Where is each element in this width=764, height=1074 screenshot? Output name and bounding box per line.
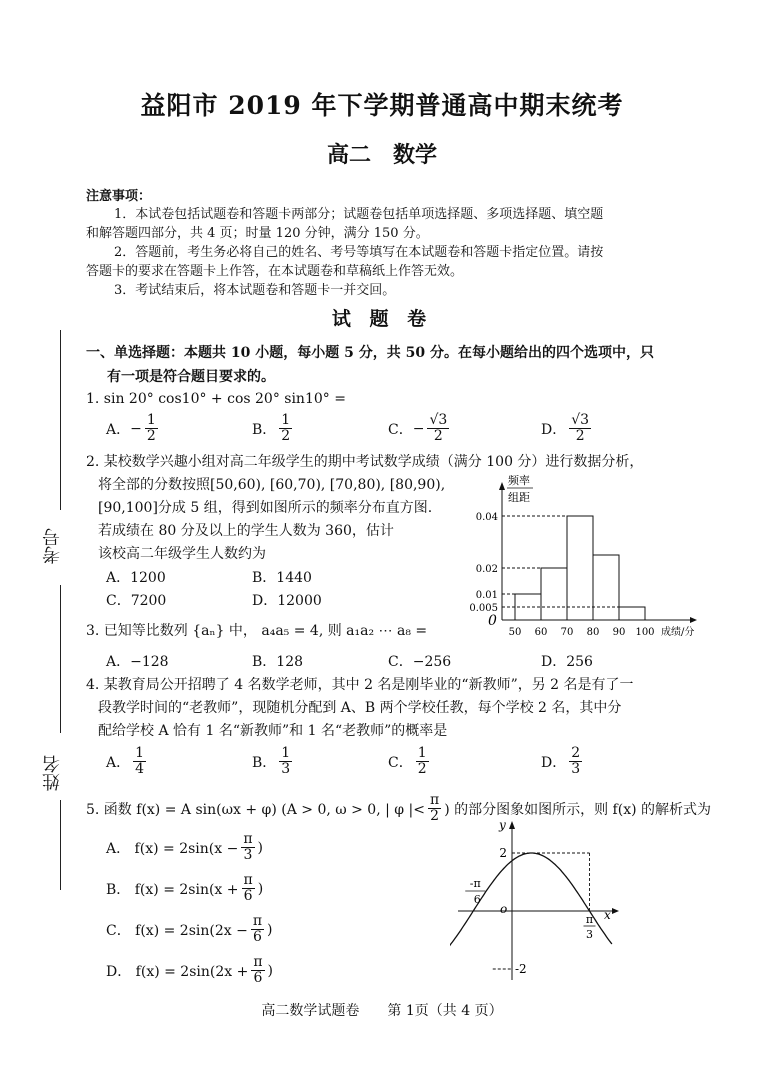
notice-item-2b: 答题卡的要求在答题卡上作答，在本试题卷和草稿纸上作答无效。	[86, 264, 464, 279]
y-tick-label: 0.01	[475, 590, 498, 601]
x-tick-label: 70	[560, 627, 574, 638]
fraction	[416, 746, 429, 777]
question-1-option-d	[541, 413, 594, 444]
question-2-line-3: [90,100]分成 5 组，得到如图所示的频率分布直方图.	[98, 500, 433, 516]
fraction	[569, 413, 591, 444]
question-2-line-2: 将全部的分数按照[50,60), [60,70), [70,80), [80,90),	[98, 477, 446, 493]
numerator: 1	[281, 412, 291, 428]
denominator: 4	[135, 761, 145, 777]
numerator: 2	[571, 745, 581, 761]
x-tick-label: 80	[586, 627, 600, 638]
x-tick-label: 60	[534, 627, 548, 638]
option-letter: C．	[388, 754, 413, 771]
option-letter: D．	[541, 754, 567, 771]
denominator: 6	[253, 970, 263, 986]
question-1-option-c	[388, 413, 452, 444]
denominator: 2	[575, 428, 585, 444]
y-axis-label: y	[499, 818, 506, 832]
question-5-option-d	[106, 955, 273, 986]
x-axis-label: x	[604, 908, 611, 922]
denominator: 2	[430, 808, 440, 824]
option-letter: B．	[252, 754, 277, 771]
option-letter: D．	[541, 421, 567, 438]
denominator: 2	[433, 428, 443, 444]
question-4-option-b	[252, 746, 295, 777]
stem-part-2: ) 的部分图象如图所示，则 f(x) 的解析式为	[444, 801, 711, 818]
option-text: B． f(x) = 2sin(x +	[106, 881, 239, 898]
x-tick-label: 90	[612, 627, 626, 638]
denominator: 2	[417, 761, 427, 777]
numerator: 1	[281, 745, 291, 761]
binding-line-bottom	[60, 800, 61, 890]
y-tick-label: 0.04	[475, 512, 498, 523]
option-text-end: )	[267, 962, 274, 979]
numerator: π	[243, 872, 253, 888]
question-4-option-a	[106, 746, 149, 777]
numerator: π	[243, 831, 253, 847]
denominator: 3	[281, 761, 291, 777]
numerator: 1	[135, 745, 145, 761]
question-2-option-a: A．1200	[106, 570, 166, 586]
fraction	[145, 413, 158, 444]
fraction	[133, 746, 146, 777]
min-value-label: -2	[515, 962, 527, 976]
denominator: 3	[571, 761, 581, 777]
histogram-bar	[619, 607, 645, 620]
numerator: π	[252, 913, 263, 929]
question-2-option-b: B．1440	[252, 570, 312, 586]
question-2-line-4: 若成绩在 80 分及以上的学生人数为 360，估计	[98, 523, 394, 539]
sine-graph	[450, 815, 625, 985]
question-4-line-2: 段教学时间的“老教师”，现随机分配到 A、B 两个学校任教，每个学校 2 名，其中分	[98, 700, 622, 716]
x-tick-label: 50	[508, 627, 522, 638]
option-text-end: )	[257, 880, 264, 897]
fraction	[279, 413, 292, 444]
question-5-option-a	[106, 832, 263, 863]
question-1-option-a	[106, 413, 161, 444]
fraction	[427, 413, 449, 444]
binding-line-top	[60, 330, 61, 510]
page-subtitle: 高二 数学	[326, 142, 437, 168]
question-4-option-d	[541, 746, 585, 777]
frequency-histogram	[450, 470, 720, 645]
sign: −	[130, 420, 142, 437]
question-2-option-c: C．7200	[106, 593, 167, 609]
y-axis-arrow	[499, 482, 505, 490]
numerator: 1	[417, 745, 427, 761]
question-1-option-b	[252, 413, 295, 444]
denominator: 2	[146, 428, 156, 444]
binding-line-mid	[60, 585, 61, 733]
notice-item-3: 3．考试结束后，将本试题卷和答题卡一并交回。	[114, 283, 396, 298]
option-text-end: )	[257, 839, 263, 856]
histogram-bar	[593, 555, 619, 620]
left-zero-label-numerator: -π	[469, 877, 481, 890]
name-label: 姓名	[42, 755, 63, 791]
exam-number-label: 考号	[42, 528, 63, 564]
notice-item-2a: 2．答题前，考生务必将自己的姓名、考号等填写在本试题卷和答题卡指定位置。请按	[114, 245, 604, 260]
notice-item-1a: 1．本试卷包括试题卷和答题卡两部分；试题卷包括单项选择题、多项选择题、填空题	[114, 207, 604, 222]
option-text: C． f(x) = 2sin(2x −	[106, 922, 248, 939]
x-axis-arrow	[612, 908, 619, 914]
x-axis-arrow	[690, 617, 697, 623]
fraction	[242, 873, 255, 904]
stem-part-1: 5. 函数 f(x) = A sin(ωx + φ) (A > 0, ω > 0, | φ |<	[86, 801, 425, 818]
max-value-label: 2	[499, 846, 507, 860]
y-tick-label: 0.02	[475, 564, 498, 575]
option-text: A． f(x) = 2sin(x −	[106, 840, 239, 857]
notice-item-1b: 和解答题四部分，共 4 页；时量 120 分钟，满分 150 分。	[86, 226, 429, 241]
option-letter: A．	[106, 754, 131, 771]
question-1-stem: 1. sin 20° cos10° + cos 20° sin10° =	[86, 391, 346, 407]
fraction	[279, 746, 292, 777]
fraction	[241, 832, 254, 863]
denominator: 6	[243, 888, 253, 904]
fraction	[251, 955, 264, 986]
denominator: 3	[243, 847, 253, 863]
denominator: 6	[252, 929, 262, 945]
option-text-end: )	[267, 921, 273, 938]
sign: −	[412, 420, 425, 437]
numerator: π	[429, 792, 440, 808]
numerator: π	[253, 954, 263, 970]
y-axis-label-top: 频率	[508, 474, 530, 487]
max-x-label-denominator: 3	[585, 928, 593, 941]
fraction	[428, 793, 441, 824]
numerator: √3	[571, 412, 590, 428]
notice-heading: 注意事项：	[86, 189, 152, 204]
option-text: D． f(x) = 2sin(2x +	[106, 963, 249, 980]
section-1-heading: 一、单选择题：本题共 10 小题，每小题 5 分，共 50 分。在每小题给出的四个选项中，只	[86, 345, 654, 361]
page-footer: 高二数学试题卷 第 1页（共 4 页）	[261, 1003, 503, 1019]
question-5-option-c	[106, 914, 273, 945]
left-zero-label-denominator: 6	[473, 893, 481, 906]
option-letter: B．	[252, 421, 277, 438]
question-2-option-d: D．12000	[252, 593, 322, 609]
origin-label: o	[500, 902, 508, 916]
x-axis-label: 成绩/分	[661, 627, 695, 638]
option-letter: A．	[106, 421, 131, 438]
histogram-bar	[567, 516, 593, 620]
question-2-line-1: 2. 某校数学兴趣小组对高二年级学生的期中考试数学成绩（满分 100 分）进行数据分析，	[86, 454, 644, 470]
section-1-heading-cont: 有一项是符合题目要求的。	[107, 369, 275, 385]
question-4-option-c	[388, 746, 432, 777]
max-x-label-numerator: π	[585, 913, 594, 926]
denominator: 2	[281, 428, 291, 444]
question-3-option-a: A．−128	[106, 654, 169, 670]
x-tick-label: 100	[635, 627, 655, 638]
question-3-stem: 3. 已知等比数列 {aₙ} 中， a₄a₅ = 4, 则 a₁a₂ ⋯ a₈ =	[86, 623, 428, 639]
question-3-option-b: B．128	[252, 654, 304, 670]
question-2-line-5: 该校高二年级学生人数约为	[98, 546, 266, 562]
question-3-option-c: C．−256	[388, 654, 452, 670]
section-title: 试 题 卷	[331, 308, 433, 330]
question-4-line-1: 4. 某教育局公开招聘了 4 名数学老师，其中 2 名是刚毕业的“新教师”，另 2 名是有了一	[86, 677, 634, 693]
origin-label: 0	[488, 613, 497, 629]
numerator: 1	[146, 412, 156, 428]
page-title: 益阳市 2019 年下学期普通高中期末统考	[140, 91, 624, 120]
numerator: √3	[429, 412, 448, 428]
fraction	[569, 746, 582, 777]
y-axis-arrow	[509, 821, 515, 829]
y-axis-label-bottom: 组距	[508, 491, 530, 504]
question-4-line-3: 配给学校 A 恰有 1 名“新教师”和 1 名“老教师”的概率是	[98, 723, 448, 739]
option-letter: C．	[388, 421, 413, 438]
question-5-option-b	[106, 873, 263, 904]
question-3-option-d: D．256	[541, 654, 593, 670]
fraction	[251, 914, 264, 945]
histogram-bar	[541, 568, 567, 620]
y-tick-label: 0.005	[469, 603, 498, 614]
